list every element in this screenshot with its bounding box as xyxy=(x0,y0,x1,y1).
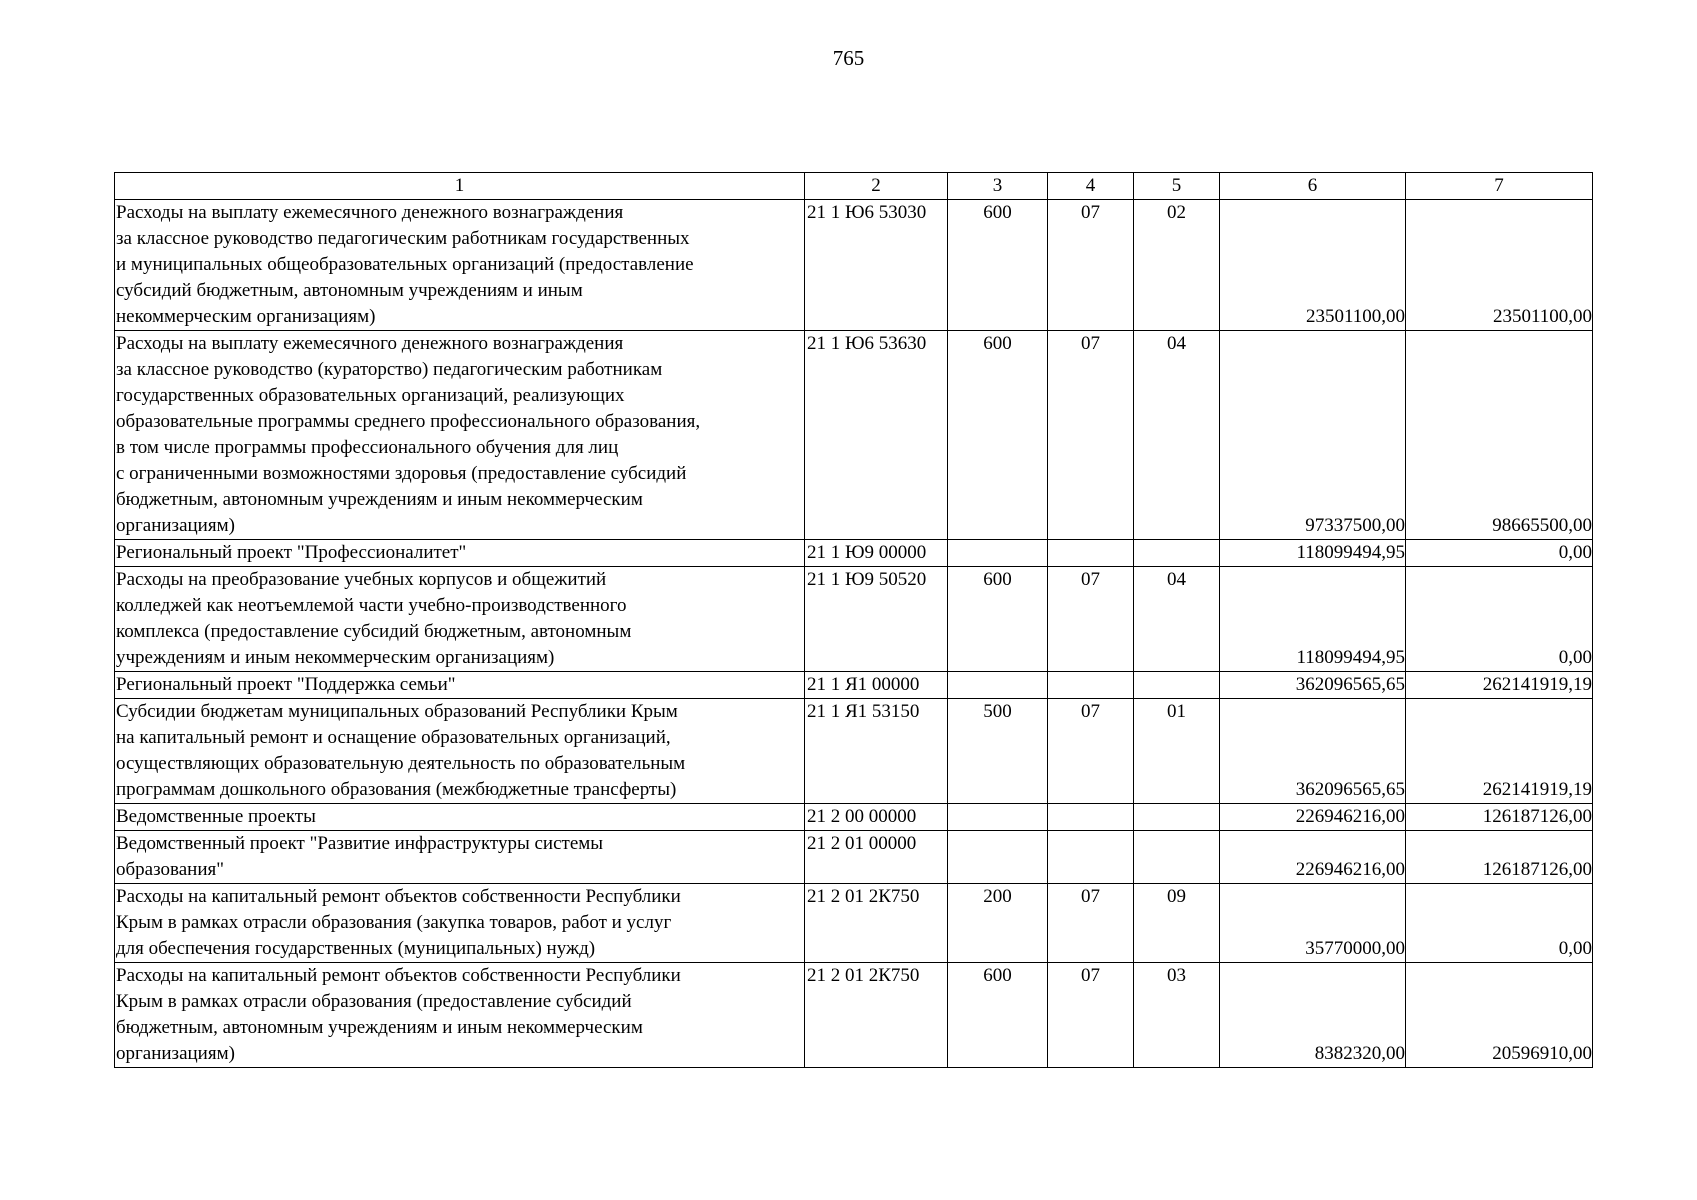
row-amount-2: 262141919,19 xyxy=(1406,672,1593,699)
column-header-1: 1 xyxy=(115,173,805,200)
row-section xyxy=(1048,672,1134,699)
row-expense-type: 500 xyxy=(948,699,1048,804)
description-line: образовательные программы среднего профессионального образования, xyxy=(116,411,701,432)
row-expense-type: 600 xyxy=(948,200,1048,331)
description-line: Расходы на выплату ежемесячного денежного вознаграждения xyxy=(116,202,624,223)
description-line: Региональный проект "Профессионалитет" xyxy=(116,542,467,563)
row-target-code: 21 2 01 2К750 xyxy=(805,884,948,963)
row-subsection: 02 xyxy=(1134,200,1220,331)
row-target-code: 21 1 Я1 53150 xyxy=(805,699,948,804)
description-line: организациям) xyxy=(116,1043,235,1064)
column-header-3: 3 xyxy=(948,173,1048,200)
column-header-5: 5 xyxy=(1134,173,1220,200)
row-subsection xyxy=(1134,804,1220,831)
row-amount-2: 262141919,19 xyxy=(1406,699,1593,804)
row-amount-1: 226946216,00 xyxy=(1220,831,1406,884)
table-row xyxy=(115,804,1593,831)
row-target-code: 21 2 01 00000 xyxy=(805,831,948,884)
row-subsection xyxy=(1134,672,1220,699)
row-subsection: 01 xyxy=(1134,699,1220,804)
row-amount-2: 20596910,00 xyxy=(1406,963,1593,1068)
row-description xyxy=(115,963,805,1068)
table-row xyxy=(115,567,1593,672)
table-row xyxy=(115,831,1593,884)
row-amount-2: 0,00 xyxy=(1406,567,1593,672)
description-line: Крым в рамках отрасли образования (предоставление субсидий xyxy=(116,991,632,1012)
description-line: для обеспечения государственных (муниципальных) нужд) xyxy=(116,938,596,959)
table-row xyxy=(115,331,1593,540)
row-expense-type xyxy=(948,672,1048,699)
row-amount-2: 98665500,00 xyxy=(1406,331,1593,540)
row-expense-type: 600 xyxy=(948,963,1048,1068)
row-target-code: 21 1 Ю6 53630 xyxy=(805,331,948,540)
table-row xyxy=(115,200,1593,331)
row-section: 07 xyxy=(1048,963,1134,1068)
row-section xyxy=(1048,804,1134,831)
row-amount-1: 23501100,00 xyxy=(1220,200,1406,331)
row-section: 07 xyxy=(1048,699,1134,804)
description-line: Расходы на капитальный ремонт объектов собственности Республики xyxy=(116,965,681,986)
row-subsection xyxy=(1134,540,1220,567)
row-subsection xyxy=(1134,831,1220,884)
table-row xyxy=(115,884,1593,963)
row-amount-2: 0,00 xyxy=(1406,540,1593,567)
description-line: бюджетным, автономным учреждениям и иным некоммерческим xyxy=(116,1017,643,1038)
row-expense-type: 600 xyxy=(948,567,1048,672)
row-subsection: 04 xyxy=(1134,331,1220,540)
row-section: 07 xyxy=(1048,200,1134,331)
table-row xyxy=(115,540,1593,567)
budget-table xyxy=(114,172,1593,1068)
description-line: осуществляющих образовательную деятельность по образовательным xyxy=(116,753,686,774)
description-line: за классное руководство педагогическим работникам государственных xyxy=(116,228,690,249)
description-line: на капитальный ремонт и оснащение образовательных организаций, xyxy=(116,727,671,748)
row-section xyxy=(1048,540,1134,567)
row-subsection: 03 xyxy=(1134,963,1220,1068)
description-line: Региональный проект "Поддержка семьи" xyxy=(116,674,456,695)
description-line: Ведомственные проекты xyxy=(116,806,316,827)
description-line: Расходы на выплату ежемесячного денежного вознаграждения xyxy=(116,333,624,354)
description-line: бюджетным, автономным учреждениям и иным некоммерческим xyxy=(116,489,643,510)
column-header-4: 4 xyxy=(1048,173,1134,200)
table-body xyxy=(115,200,1593,1068)
row-amount-1: 35770000,00 xyxy=(1220,884,1406,963)
row-description xyxy=(115,672,805,699)
row-target-code: 21 1 Ю9 00000 xyxy=(805,540,948,567)
row-amount-1: 118099494,95 xyxy=(1220,540,1406,567)
row-target-code: 21 1 Ю9 50520 xyxy=(805,567,948,672)
row-section xyxy=(1048,831,1134,884)
row-amount-1: 8382320,00 xyxy=(1220,963,1406,1068)
header-row xyxy=(115,173,1593,200)
row-description xyxy=(115,540,805,567)
description-line: в том числе программы профессионального обучения для лиц xyxy=(116,437,619,458)
page-number: 765 xyxy=(832,46,865,70)
row-description xyxy=(115,200,805,331)
description-line: колледжей как неотъемлемой части учебно-производственного xyxy=(116,595,627,616)
row-target-code: 21 2 00 00000 xyxy=(805,804,948,831)
row-description xyxy=(115,331,805,540)
row-description xyxy=(115,804,805,831)
table-row xyxy=(115,963,1593,1068)
row-amount-2: 126187126,00 xyxy=(1406,804,1593,831)
row-amount-1: 362096565,65 xyxy=(1220,672,1406,699)
row-section: 07 xyxy=(1048,567,1134,672)
column-header-7: 7 xyxy=(1406,173,1593,200)
row-amount-1: 97337500,00 xyxy=(1220,331,1406,540)
description-line: Ведомственный проект "Развитие инфраструктуры системы xyxy=(116,833,604,854)
description-line: Субсидии бюджетам муниципальных образований Республики Крым xyxy=(116,701,678,722)
description-line: образования" xyxy=(116,859,224,880)
row-expense-type: 600 xyxy=(948,331,1048,540)
row-expense-type xyxy=(948,831,1048,884)
row-amount-2: 126187126,00 xyxy=(1406,831,1593,884)
description-line: Расходы на преобразование учебных корпусов и общежитий xyxy=(116,569,607,590)
row-description xyxy=(115,567,805,672)
description-line: субсидий бюджетным, автономным учреждениям и иным xyxy=(116,280,583,301)
row-section: 07 xyxy=(1048,884,1134,963)
row-subsection: 09 xyxy=(1134,884,1220,963)
row-target-code: 21 1 Ю6 53030 xyxy=(805,200,948,331)
description-line: за классное руководство (кураторство) педагогическим работникам xyxy=(116,359,663,380)
row-target-code: 21 1 Я1 00000 xyxy=(805,672,948,699)
row-target-code: 21 2 01 2К750 xyxy=(805,963,948,1068)
row-subsection: 04 xyxy=(1134,567,1220,672)
description-line: некоммерческим организациям) xyxy=(116,306,376,327)
row-description xyxy=(115,699,805,804)
table-row xyxy=(115,699,1593,804)
description-line: государственных образовательных организаций, реализующих xyxy=(116,385,625,406)
column-header-6: 6 xyxy=(1220,173,1406,200)
row-amount-2: 0,00 xyxy=(1406,884,1593,963)
description-line: учреждениям и иным некоммерческим организациям) xyxy=(116,647,555,668)
row-amount-1: 226946216,00 xyxy=(1220,804,1406,831)
row-amount-1: 118099494,95 xyxy=(1220,567,1406,672)
row-amount-2: 23501100,00 xyxy=(1406,200,1593,331)
description-line: программам дошкольного образования (межбюджетные трансферты) xyxy=(116,779,677,800)
description-line: Расходы на капитальный ремонт объектов собственности Республики xyxy=(116,886,681,907)
description-line: и муниципальных общеобразовательных организаций (предоставление xyxy=(116,254,694,275)
row-section: 07 xyxy=(1048,331,1134,540)
table-row xyxy=(115,672,1593,699)
row-expense-type xyxy=(948,804,1048,831)
row-description xyxy=(115,831,805,884)
column-header-2: 2 xyxy=(805,173,948,200)
description-line: организациям) xyxy=(116,515,235,536)
row-description xyxy=(115,884,805,963)
row-expense-type xyxy=(948,540,1048,567)
description-line: комплекса (предоставление субсидий бюджетным, автономным xyxy=(116,621,632,642)
row-amount-1: 362096565,65 xyxy=(1220,699,1406,804)
row-expense-type: 200 xyxy=(948,884,1048,963)
description-line: с ограниченными возможностями здоровья (предоставление субсидий xyxy=(116,463,687,484)
description-line: Крым в рамках отрасли образования (закупка товаров, работ и услуг xyxy=(116,912,672,933)
